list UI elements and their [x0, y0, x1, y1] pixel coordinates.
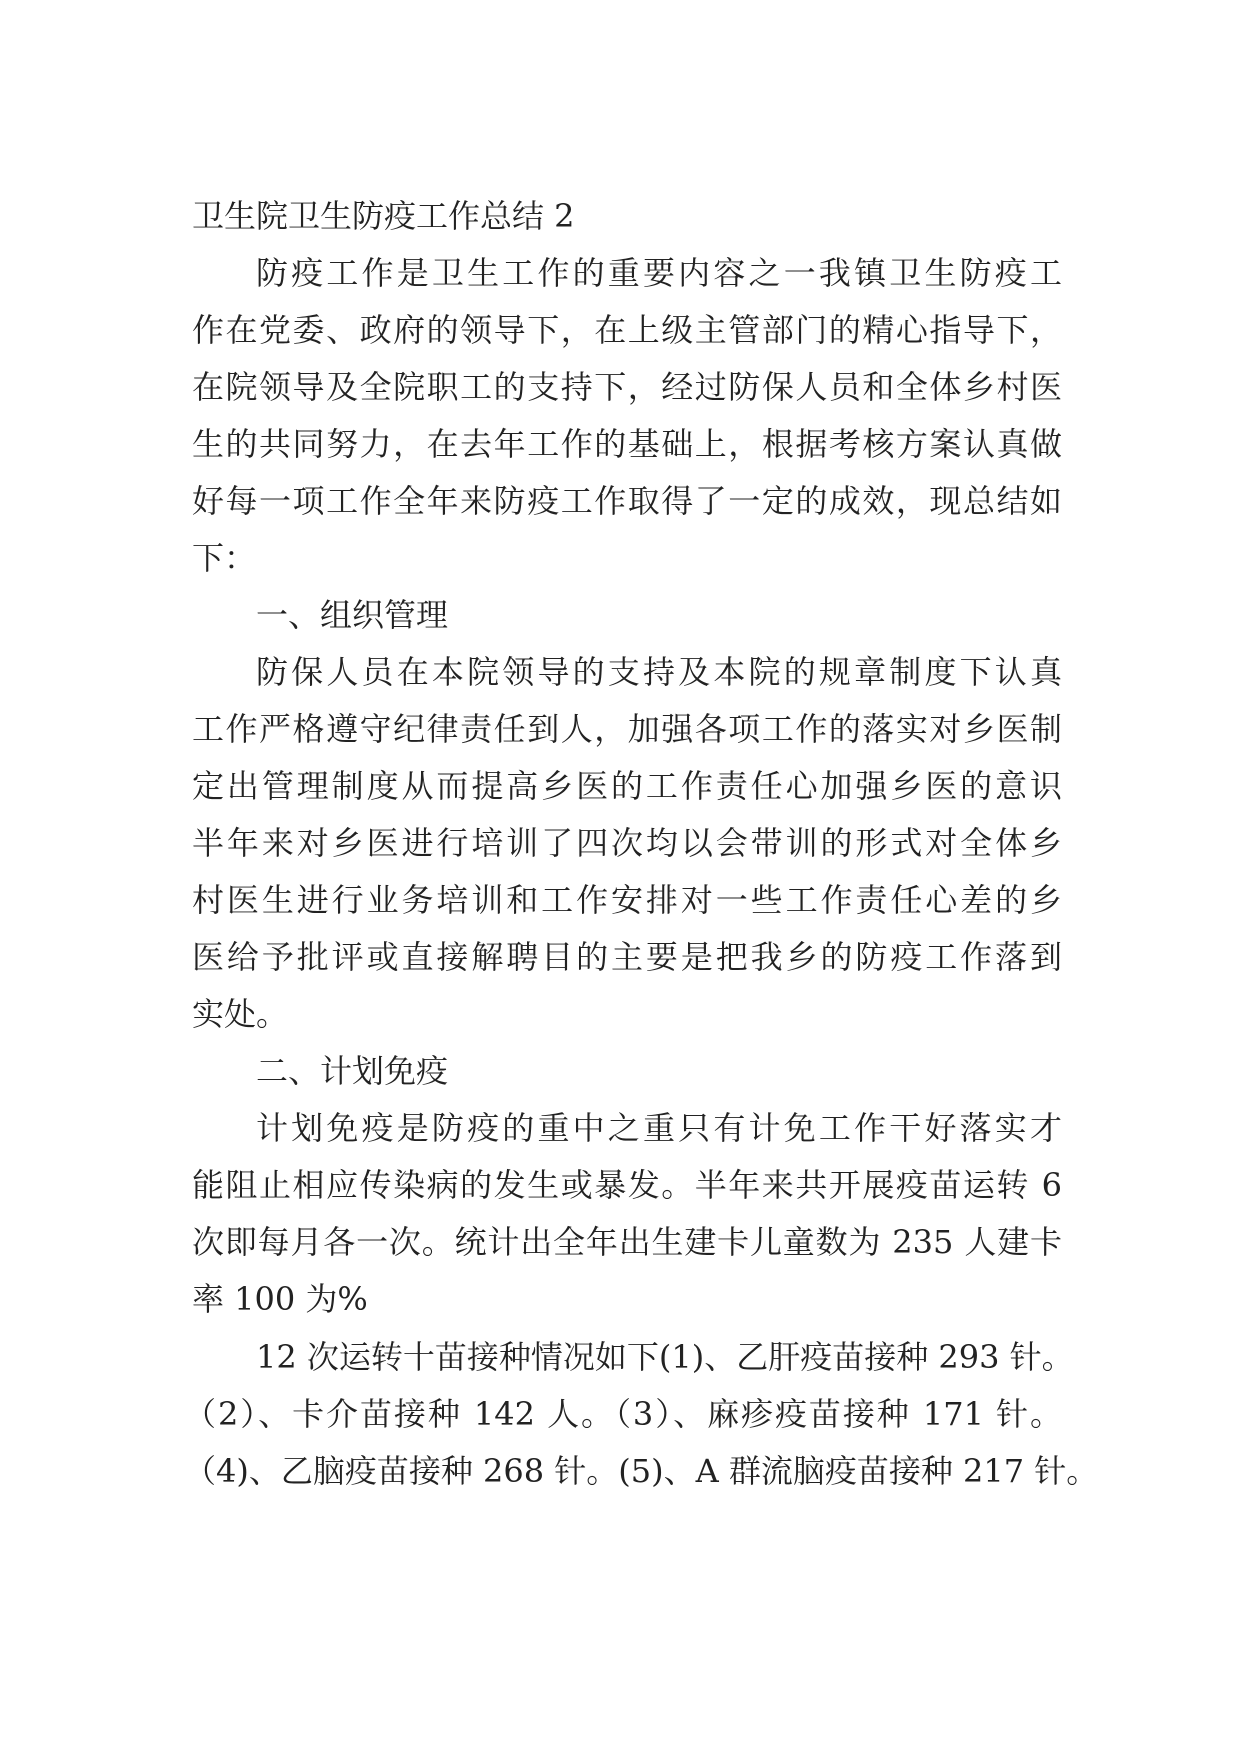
paragraph-line: 半年来对乡医进行培训了四次均以会带训的形式对全体乡 [192, 824, 1062, 862]
paragraph-line: 12 次运转十苗接种情况如下(1)、乙肝疫苗接种 293 针。 [256, 1338, 1074, 1376]
paragraph-line: 好每一项工作全年来防疫工作取得了一定的成效，现总结如 [192, 482, 1062, 520]
paragraph-line: 医给予批评或直接解聘目的主要是把我乡的防疫工作落到 [192, 938, 1062, 976]
paragraph-line: 防保人员在本院领导的支持及本院的规章制度下认真 [256, 653, 1062, 691]
paragraph-line: 率 100 为% [192, 1280, 368, 1318]
paragraph-line: 能阻止相应传染病的发生或暴发。半年来共开展疫苗运转 6 [192, 1166, 1062, 1204]
paragraph-line: 下： [192, 539, 257, 577]
document-title: 卫生院卫生防疫工作总结 2 [192, 197, 575, 235]
paragraph-line: 作在党委、政府的领导下，在上级主管部门的精心指导下， [192, 311, 1062, 349]
paragraph-line: 次即每月各一次。统计出全年出生建卡儿童数为 235 人建卡 [192, 1223, 1062, 1261]
paragraph-line: 生的共同努力，在去年工作的基础上，根据考核方案认真做 [192, 425, 1062, 463]
paragraph-line: （2）、卡介苗接种 142 人。（3）、麻疹疫苗接种 171 针。 [184, 1395, 1062, 1433]
paragraph-line: 计划免疫是防疫的重中之重只有计免工作干好落实才 [256, 1109, 1062, 1147]
paragraph-line: 村医生进行业务培训和工作安排对一些工作责任心差的乡 [192, 881, 1062, 919]
paragraph-line: 防疫工作是卫生工作的重要内容之一我镇卫生防疫工 [256, 254, 1062, 292]
paragraph-line: 工作严格遵守纪律责任到人，加强各项工作的落实对乡医制 [192, 710, 1062, 748]
paragraph-line: 定出管理制度从而提高乡医的工作责任心加强乡医的意识 [192, 767, 1062, 805]
section-heading: 二、计划免疫 [256, 1052, 449, 1090]
paragraph-line: （4)、乙脑疫苗接种 268 针。(5)、A 群流脑疫苗接种 217 针。 [184, 1452, 1099, 1490]
section-heading: 一、组织管理 [256, 596, 449, 634]
paragraph-line: 在院领导及全院职工的支持下，经过防保人员和全体乡村医 [192, 368, 1062, 406]
paragraph-line: 实处。 [192, 995, 289, 1033]
